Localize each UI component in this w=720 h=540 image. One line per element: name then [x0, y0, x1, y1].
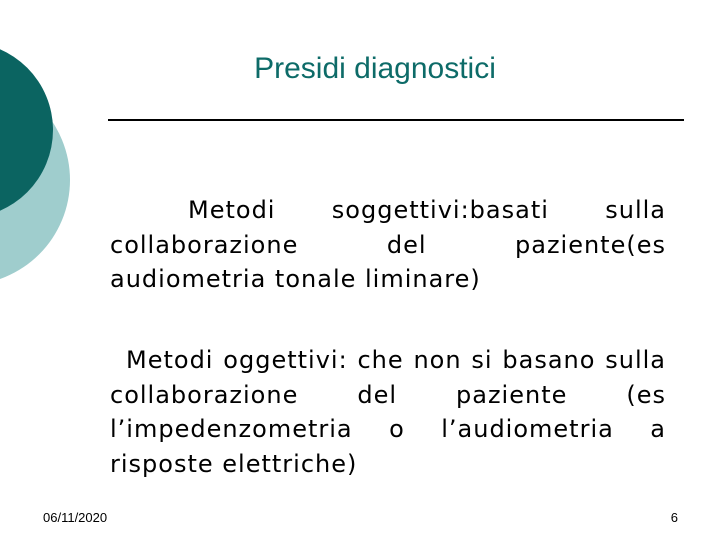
paragraph-subjective-methods: Metodi soggettivi:basati sulla collaborazione del paziente(es audiometria tonale liminare) — [110, 196, 666, 293]
page-number: 6 — [670, 510, 678, 525]
footer-date: 06/11/2020 — [43, 510, 108, 525]
paragraph-objective-methods: Metodi oggettivi: che non si basano sulla collaborazione del paziente (es l’impedenzometria o l’audiometria a risposte elettriche) — [110, 346, 666, 478]
decorative-circles — [0, 0, 80, 300]
slide-title: Presidi diagnostici — [254, 52, 496, 85]
title-divider — [108, 119, 684, 121]
